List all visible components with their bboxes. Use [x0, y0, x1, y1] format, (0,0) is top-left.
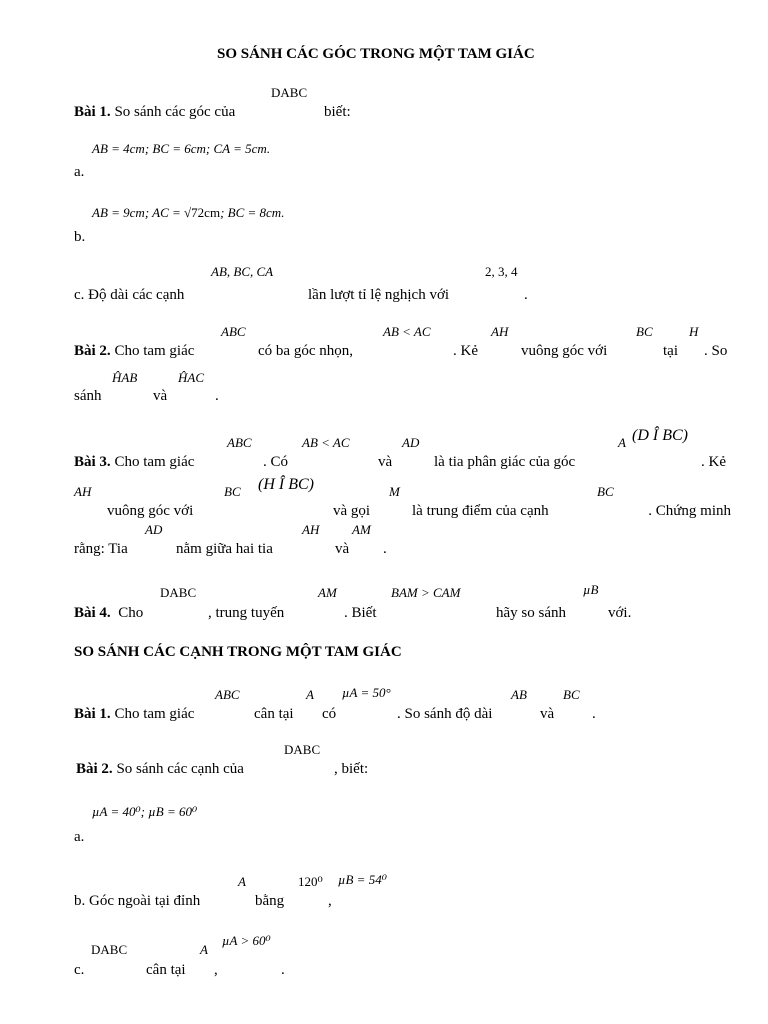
- exercise-2-line: Bài 2. Cho tam giác: [74, 343, 195, 359]
- math-abc: ABC: [227, 435, 252, 450]
- exercise-text: và gọi: [333, 503, 371, 519]
- math-part-b: AB = 9cm; AC = √72cm; BC = 8cm.: [92, 205, 285, 220]
- exercise-text: . So: [704, 343, 728, 359]
- exercise-label: Bài 2.: [76, 761, 113, 777]
- part-c-text: .: [524, 287, 528, 303]
- exercise-text: với.: [608, 605, 632, 621]
- exercise-text: là tia phân giác của góc: [434, 454, 576, 470]
- math-bc: BC: [597, 484, 614, 499]
- part-c-text: .: [281, 962, 285, 978]
- sqrt-value: √72cm: [184, 205, 221, 220]
- exercise-label: Bài 3.: [74, 454, 111, 470]
- exercise-text: có ba góc nhọn,: [258, 343, 353, 359]
- math-angle-hac: ĤAC: [178, 370, 204, 385]
- section-title-sides: SO SÁNH CÁC CẠNH TRONG MỘT TAM GIÁC: [74, 644, 402, 660]
- math-angle-b: µB = 54⁰: [338, 872, 387, 887]
- math-triangle: DABC: [91, 942, 128, 957]
- math-ad: AD: [145, 522, 163, 537]
- math-ah: AH: [302, 522, 320, 537]
- exercise-text: . Biết: [344, 605, 377, 621]
- math-h: H: [689, 324, 699, 339]
- math-d-in-bc: (D Î BC): [632, 427, 688, 444]
- math-triangle-dabc: DABC: [271, 85, 308, 100]
- math-ab: AB: [511, 687, 527, 702]
- math-120: 120⁰: [298, 874, 323, 889]
- part-b-text: b. Góc ngoài tại đỉnh: [74, 893, 201, 909]
- part-c-text: lần lượt tỉ lệ nghịch với: [308, 287, 450, 303]
- part-c-text: c.: [74, 962, 85, 978]
- exercise-text: cân tại: [254, 706, 294, 722]
- part-b-text: bằng: [255, 893, 285, 909]
- math-m: M: [389, 484, 400, 499]
- exercise-text: và: [378, 454, 393, 470]
- math-a: A: [238, 874, 246, 889]
- math-am: AM: [352, 522, 371, 537]
- math-abc: ABC: [221, 324, 246, 339]
- part-label-b: b.: [74, 229, 86, 245]
- math-sides: AB, BC, CA: [211, 264, 274, 279]
- exercise-text: nằm giữa hai tia: [176, 541, 273, 557]
- exercise-text: có: [322, 706, 337, 722]
- exercise-text: và: [153, 388, 168, 404]
- math-angle-b: µB: [583, 582, 599, 597]
- exercise-text: . So sánh độ dài: [397, 706, 493, 722]
- exercise-label: Bài 2.: [74, 343, 111, 359]
- math-ah: AH: [74, 484, 92, 499]
- math-a: A: [200, 942, 208, 957]
- exercise-text: và: [540, 706, 555, 722]
- exercise-text: , biết:: [334, 761, 369, 777]
- exercise-text: . Kẻ: [453, 343, 478, 359]
- exercise-s2-1-line: Bài 1. Cho tam giác: [74, 706, 195, 722]
- exercise-text: . Có: [263, 454, 289, 470]
- exercise-text: .: [383, 541, 387, 557]
- math-a: A: [306, 687, 314, 702]
- exercise-text: .: [592, 706, 596, 722]
- part-b-text: ,: [328, 893, 332, 909]
- math-part-a: µA = 40⁰; µB = 60⁰: [92, 804, 198, 819]
- math-part-a: AB = 4cm; BC = 6cm; CA = 5cm.: [92, 141, 271, 156]
- exercise-label: Bài 1.: [74, 706, 111, 722]
- exercise-s2-2-line: Bài 2. So sánh các cạnh của: [76, 761, 244, 777]
- exercise-text: biết:: [324, 104, 351, 120]
- math-a: A: [618, 435, 626, 450]
- math-condition: AB < AC: [302, 435, 350, 450]
- exercise-3-line: Bài 3. Cho tam giác: [74, 454, 195, 470]
- math-ratio: 2, 3, 4: [485, 264, 518, 279]
- section-title-angles: SO SÁNH CÁC GÓC TRONG MỘT TAM GIÁC: [217, 46, 535, 62]
- exercise-text: vuông góc với: [107, 503, 194, 519]
- math-angle-a: µA = 50°: [342, 685, 391, 700]
- math-angle-hab: ĤAB: [112, 370, 138, 385]
- math-abc: ABC: [215, 687, 240, 702]
- exercise-text: . Kẻ: [701, 454, 726, 470]
- math-triangle: DABC: [160, 585, 197, 600]
- exercise-text: vuông góc với: [521, 343, 608, 359]
- math-am: AM: [318, 585, 337, 600]
- exercise-label: Bài 1.: [74, 104, 111, 120]
- part-label-a: a.: [74, 829, 85, 845]
- math-h-in-bc: (H Î BC): [258, 476, 314, 493]
- math-condition: BAM > CAM: [391, 585, 461, 600]
- exercise-text: So sánh các góc của: [114, 104, 236, 120]
- exercise-label: Bài 4.: [74, 605, 111, 621]
- math-bc: BC: [563, 687, 580, 702]
- exercise-text: và: [335, 541, 350, 557]
- exercise-text: , trung tuyến: [208, 605, 285, 621]
- math-angle-a: µA > 60⁰: [222, 933, 271, 948]
- part-c-text: c. Độ dài các cạnh: [74, 287, 185, 303]
- exercise-text: là trung điểm của cạnh: [412, 503, 549, 519]
- exercise-text: hãy so sánh: [496, 605, 566, 621]
- math-ah: AH: [491, 324, 509, 339]
- math-bc: BC: [224, 484, 241, 499]
- exercise-text: sánh: [74, 388, 102, 404]
- exercise-text: .: [215, 388, 219, 404]
- math-triangle: DABC: [284, 742, 321, 757]
- exercise-1-line: [74, 105, 235, 120]
- exercise-text: . Chứng minh: [648, 503, 731, 519]
- math-bc: BC: [636, 324, 653, 339]
- exercise-4-line: Bài 4. Cho: [74, 605, 144, 621]
- math-condition: AB < AC: [383, 324, 431, 339]
- part-c-text: ,: [214, 962, 218, 978]
- math-ad: AD: [402, 435, 420, 450]
- part-c-text: cân tại: [146, 962, 186, 978]
- exercise-text: rằng: Tia: [74, 541, 128, 557]
- part-label-a: a.: [74, 164, 85, 180]
- exercise-text: tại: [663, 343, 678, 359]
